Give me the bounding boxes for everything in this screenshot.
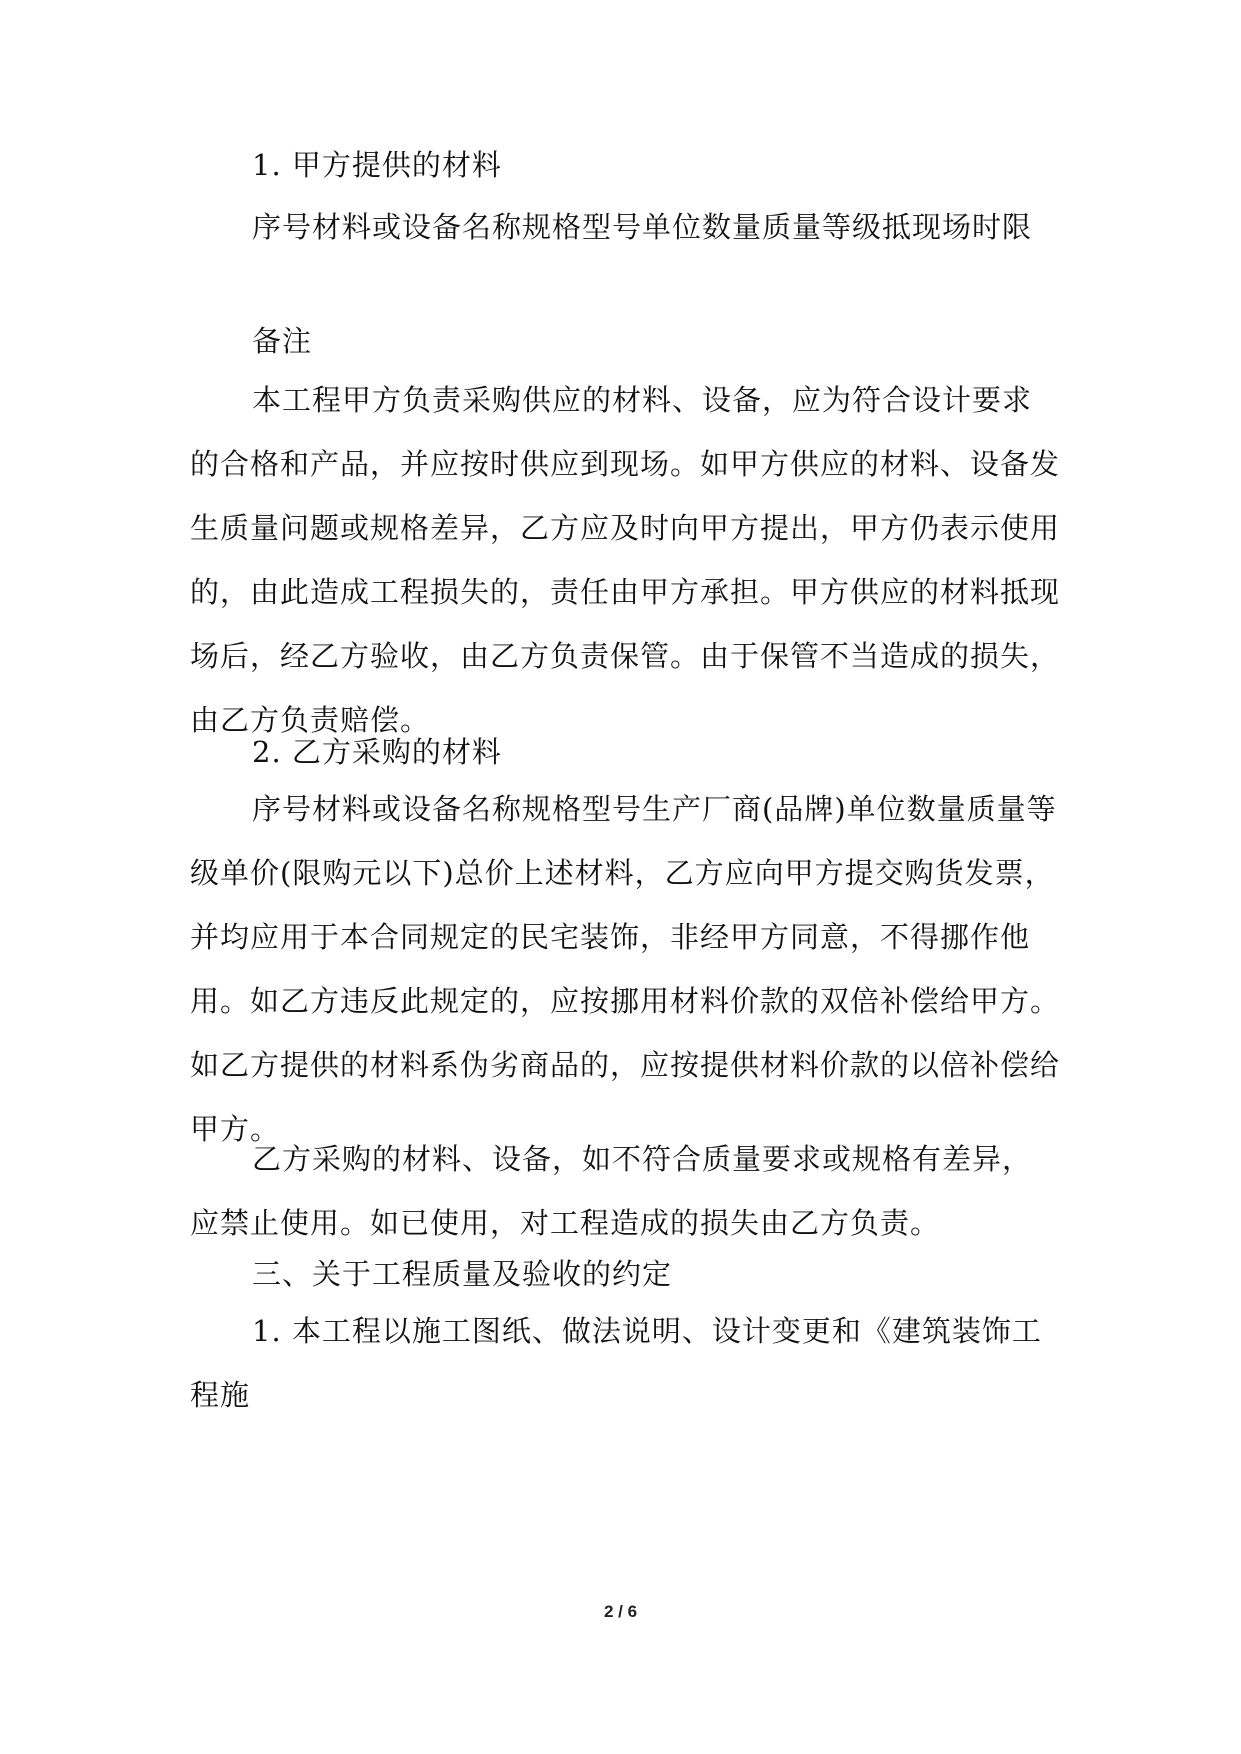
paragraph-party-a-responsibility: 本工程甲方负责采购供应的材料、设备，应为符合设计要求的合格和产品，并应按时供应到现场。如甲方供应的材料、设备发生质量问题或规格差异，乙方应及时向甲方提出，甲方仍表示使用的，由此造成工程损失的，责任由甲方承担。甲方供应的材料抵现场后，经乙方验收，由乙方负责保管。由于保管不当造成的损失，由乙方负责赔偿。 [190, 383, 1061, 737]
paragraph-heading-party-b-materials: 2. 乙方采购的材料 [252, 735, 502, 769]
paragraph-remarks: 备注 [252, 324, 313, 358]
page-number: 2 / 6 [603, 1602, 638, 1621]
paragraph-party-a-material-columns: 序号材料或设备名称规格型号单位数量质量等级抵现场时限 [252, 210, 1033, 244]
paragraph-party-b-quality: 乙方采购的材料、设备，如不符合质量要求或规格有差异，应禁止使用。如已使用，对工程造成的损失由乙方负责。 [190, 1142, 1033, 1240]
paragraph-heading-quality-acceptance: 三、关于工程质量及验收的约定 [252, 1257, 673, 1291]
paragraph-quality-standard: 1. 本工程以施工图纸、做法说明、设计变更和《建筑装饰工程施 [190, 1314, 1042, 1412]
paragraph-heading-party-a-materials: 1. 甲方提供的材料 [252, 148, 502, 182]
paragraph-party-b-material-columns: 序号材料或设备名称规格型号生产厂商(品牌)单位数量质量等级单价(限购元以下)总价上述材料，乙方应向甲方提交购货发票，并均应用于本合同规定的民宅装饰，非经甲方同意，不得挪作他用。如乙方违反此规定的，应按挪用材料价款的双倍补偿给甲方。如乙方提供的材料系伪劣商品的，应按提供材料价款的以倍补偿给甲方。 [190, 792, 1061, 1146]
